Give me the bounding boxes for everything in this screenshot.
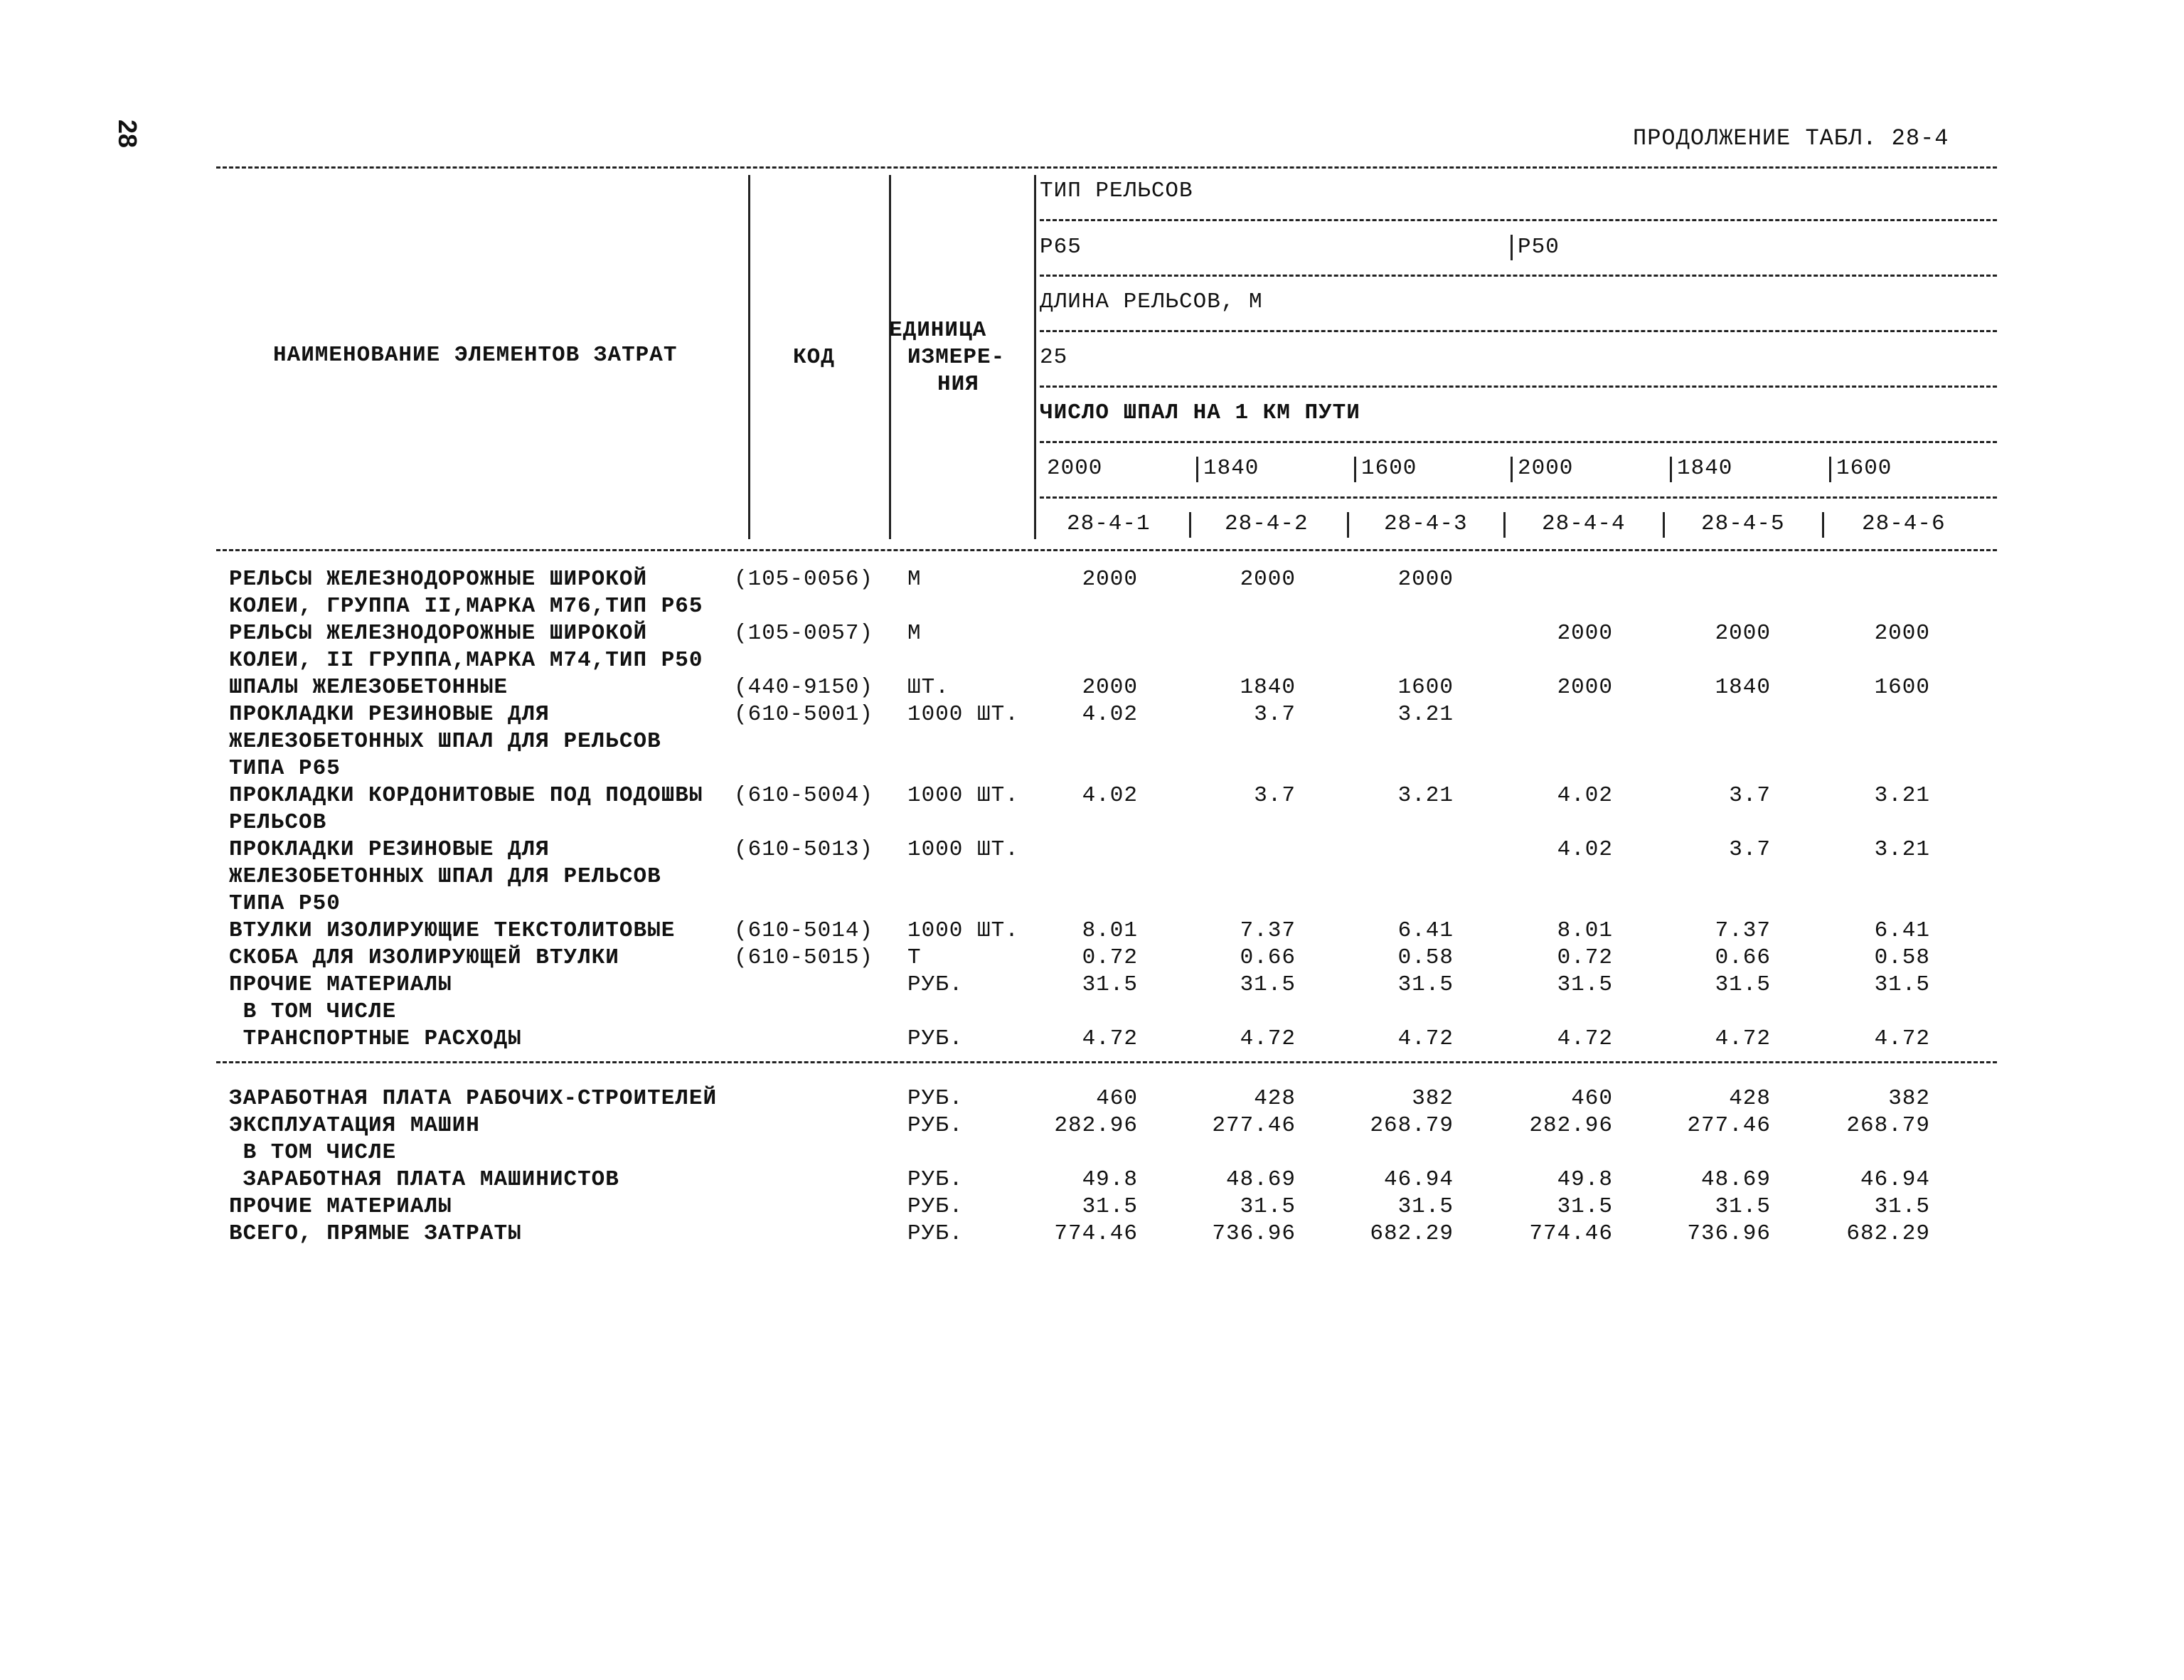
cost-item-name: КОЛЕИ, II ГРУППА,МАРКА М74,ТИП Р50: [229, 648, 703, 673]
cost-value: 277.46: [1212, 1113, 1296, 1138]
sleeper-count: 1840: [1677, 456, 1733, 481]
cost-item-unit: ШТ.: [907, 675, 949, 700]
cost-item-unit: РУБ.: [907, 1113, 964, 1138]
header-unit-1: ЕДИНИЦА: [889, 318, 987, 343]
cost-item-name: ПРОКЛАДКИ РЕЗИНОВЫЕ ДЛЯ: [229, 702, 550, 727]
header-name: НАИМЕНОВАНИЕ ЭЛЕМЕНТОВ ЗАТРАТ: [273, 343, 678, 368]
cost-value: 1600: [1874, 675, 1930, 700]
cost-value: 48.69: [1700, 1167, 1771, 1192]
cost-value: 8.01: [1557, 918, 1613, 943]
cost-item-unit: 1000 ШТ.: [907, 702, 1019, 727]
column-code: 28-4-6: [1862, 511, 1946, 536]
header-unit-3: НИЯ: [937, 372, 979, 397]
column-code: 28-4-5: [1701, 511, 1785, 536]
cost-value: 3.7: [1729, 837, 1771, 862]
page-number: 28: [113, 119, 142, 149]
cost-item-name: КОЛЕИ, ГРУППА II,МАРКА М76,ТИП Р65: [229, 594, 703, 619]
cost-item-unit: М: [907, 621, 922, 646]
cost-item-unit: РУБ.: [907, 1026, 964, 1051]
cost-value: 48.69: [1225, 1167, 1296, 1192]
cost-item-name: ПРОКЛАДКИ КОРДОНИТОВЫЕ ПОД ПОДОШВЫ: [229, 783, 703, 808]
sleeper-separator: [1829, 457, 1831, 482]
header-rule-5: [1040, 441, 1997, 443]
cost-value: 4.72: [1240, 1026, 1296, 1051]
header-rule-2: [1040, 275, 1997, 277]
cost-item-code: (105-0056): [734, 567, 874, 592]
cost-value: 277.46: [1687, 1113, 1771, 1138]
cost-value: 4.02: [1082, 702, 1138, 727]
cost-value: 282.96: [1529, 1113, 1613, 1138]
cost-value: 282.96: [1054, 1113, 1138, 1138]
separator-unit-values: [1034, 175, 1036, 539]
header-code: КОД: [793, 345, 835, 370]
cost-value: 460: [1096, 1086, 1138, 1111]
separator-name-code: [748, 175, 750, 539]
header-bottom-rule: [216, 549, 1997, 551]
cost-value: 0.72: [1082, 945, 1138, 970]
cost-item-name: РЕЛЬСЫ ЖЕЛЕЗНОДОРОЖНЫЕ ШИРОКОЙ: [229, 621, 648, 646]
cost-value: 2000: [1557, 621, 1613, 646]
cost-value: 4.72: [1874, 1026, 1930, 1051]
cost-value: 4.02: [1557, 837, 1613, 862]
cost-value: 736.96: [1212, 1221, 1296, 1246]
header-rail-p65: Р65: [1040, 235, 1082, 260]
cost-item-code: (440-9150): [734, 675, 874, 700]
cost-value: 4.72: [1082, 1026, 1138, 1051]
cost-item-name: ВСЕГО, ПРЯМЫЕ ЗАТРАТЫ: [229, 1221, 522, 1246]
cost-value: 4.72: [1557, 1026, 1613, 1051]
cost-value: 31.5: [1715, 1194, 1771, 1219]
cost-item-name: ЖЕЛЕЗОБЕТОННЫХ ШПАЛ ДЛЯ РЕЛЬСОВ: [229, 729, 661, 754]
cost-value: 3.21: [1397, 783, 1454, 808]
cost-value: 1840: [1240, 675, 1296, 700]
header-unit-2: ИЗМЕРЕ-: [907, 345, 1006, 370]
cost-value: 382: [1412, 1086, 1454, 1111]
cost-item-name: ПРОЧИЕ МАТЕРИАЛЫ: [229, 1194, 452, 1219]
cost-item-name: РЕЛЬСЫ ЖЕЛЕЗНОДОРОЖНЫЕ ШИРОКОЙ: [229, 567, 648, 592]
cost-value: 4.72: [1715, 1026, 1771, 1051]
table-continuation-title: ПРОДОЛЖЕНИЕ ТАБЛ. 28-4: [1633, 125, 1949, 151]
cost-value: 3.21: [1397, 702, 1454, 727]
cost-value: 682.29: [1370, 1221, 1454, 1246]
sleeper-separator: [1196, 457, 1198, 482]
cost-value: 460: [1571, 1086, 1613, 1111]
cost-item-name: ТРАНСПОРТНЫЕ РАСХОДЫ: [229, 1026, 522, 1051]
cost-value: 268.79: [1370, 1113, 1454, 1138]
sleeper-count: 1600: [1836, 456, 1892, 481]
cost-value: 31.5: [1397, 972, 1454, 997]
cost-value: 8.01: [1082, 918, 1138, 943]
cost-value: 3.21: [1874, 837, 1930, 862]
cost-value: 4.02: [1557, 783, 1613, 808]
cost-item-name: ЖЕЛЕЗОБЕТОННЫХ ШПАЛ ДЛЯ РЕЛЬСОВ: [229, 864, 661, 889]
cost-value: 2000: [1082, 675, 1138, 700]
cost-value: 2000: [1557, 675, 1613, 700]
cost-value: 31.5: [1397, 1194, 1454, 1219]
header-rail-type: ТИП РЕЛЬСОВ: [1040, 179, 1193, 203]
cost-item-name: ЗАРАБОТНАЯ ПЛАТА МАШИНИСТОВ: [229, 1167, 619, 1192]
cost-value: 6.41: [1397, 918, 1454, 943]
cost-item-name: ПРОЧИЕ МАТЕРИАЛЫ: [229, 972, 452, 997]
cost-value: 428: [1729, 1086, 1771, 1111]
header-sleepers: ЧИСЛО ШПАЛ НА 1 КМ ПУТИ: [1040, 400, 1360, 425]
cost-value: 774.46: [1529, 1221, 1613, 1246]
header-rule-1: [1040, 219, 1997, 221]
cost-item-name: ТИПА Р65: [229, 756, 341, 781]
cost-value: 31.5: [1557, 1194, 1613, 1219]
cost-value: 1840: [1715, 675, 1771, 700]
cost-value: 3.21: [1874, 783, 1930, 808]
cost-item-name: ЭКСПЛУАТАЦИЯ МАШИН: [229, 1113, 480, 1138]
sleeper-count: 2000: [1047, 456, 1103, 481]
cost-item-name: СКОБА ДЛЯ ИЗОЛИРУЮЩЕЙ ВТУЛКИ: [229, 945, 619, 970]
cost-value: 3.7: [1254, 702, 1296, 727]
cost-item-unit: Т: [907, 945, 922, 970]
cost-value: 46.94: [1383, 1167, 1454, 1192]
cost-value: 0.66: [1240, 945, 1296, 970]
sleeper-count: 2000: [1518, 456, 1574, 481]
cost-item-unit: М: [907, 567, 922, 592]
cost-value: 3.7: [1729, 783, 1771, 808]
cost-item-name: В ТОМ ЧИСЛЕ: [229, 1140, 397, 1165]
sleeper-count: 1840: [1203, 456, 1259, 481]
cost-value: 31.5: [1082, 972, 1138, 997]
cost-value: 49.8: [1082, 1167, 1138, 1192]
header-rule-4: [1040, 386, 1997, 388]
code-separator: [1663, 512, 1665, 538]
top-rule: [216, 166, 1997, 169]
separator-p50: [1511, 235, 1513, 260]
cost-item-unit: РУБ.: [907, 1167, 964, 1192]
cost-value: 774.46: [1054, 1221, 1138, 1246]
cost-item-unit: РУБ.: [907, 1221, 964, 1246]
cost-value: 3.7: [1254, 783, 1296, 808]
cost-value: 428: [1254, 1086, 1296, 1111]
cost-item-unit: РУБ.: [907, 972, 964, 997]
cost-value: 31.5: [1082, 1194, 1138, 1219]
cost-item-unit: 1000 ШТ.: [907, 918, 1019, 943]
header-rule-3: [1040, 330, 1997, 332]
cost-item-name: ШПАЛЫ ЖЕЛЕЗОБЕТОННЫЕ: [229, 675, 508, 700]
cost-value: 0.58: [1397, 945, 1454, 970]
cost-item-unit: РУБ.: [907, 1086, 964, 1111]
cost-item-code: (610-5004): [734, 783, 874, 808]
cost-value: 31.5: [1715, 972, 1771, 997]
cost-item-name: ЗАРАБОТНАЯ ПЛАТА РАБОЧИХ-СТРОИТЕЛЕЙ: [229, 1086, 718, 1111]
cost-value: 382: [1888, 1086, 1930, 1111]
header-rail-length: ДЛИНА РЕЛЬСОВ, М: [1040, 289, 1263, 314]
column-code: 28-4-2: [1225, 511, 1309, 536]
cost-item-unit: 1000 ШТ.: [907, 837, 1019, 862]
cost-value: 268.79: [1846, 1113, 1930, 1138]
cost-item-unit: РУБ.: [907, 1194, 964, 1219]
cost-value: 736.96: [1687, 1221, 1771, 1246]
header-rule-6: [1040, 496, 1997, 499]
cost-value: 4.02: [1082, 783, 1138, 808]
sleeper-separator: [1511, 457, 1513, 482]
separator-code-unit: [889, 175, 891, 539]
cost-value: 6.41: [1874, 918, 1930, 943]
cost-value: 1600: [1397, 675, 1454, 700]
column-code: 28-4-4: [1542, 511, 1626, 536]
cost-value: 46.94: [1860, 1167, 1930, 1192]
cost-value: 0.66: [1715, 945, 1771, 970]
cost-item-name: ВТУЛКИ ИЗОЛИРУЮЩИЕ ТЕКСТОЛИТОВЫЕ: [229, 918, 676, 943]
code-separator: [1503, 512, 1506, 538]
cost-value: 31.5: [1240, 1194, 1296, 1219]
column-code: 28-4-1: [1067, 511, 1151, 536]
cost-value: 31.5: [1874, 1194, 1930, 1219]
sleeper-separator: [1670, 457, 1672, 482]
cost-item-code: (610-5001): [734, 702, 874, 727]
cost-value: 31.5: [1557, 972, 1613, 997]
cost-item-name: РЕЛЬСОВ: [229, 810, 327, 835]
cost-value: 31.5: [1874, 972, 1930, 997]
cost-item-name: В ТОМ ЧИСЛЕ: [229, 999, 397, 1024]
cost-value: 2000: [1715, 621, 1771, 646]
cost-item-code: (105-0057): [734, 621, 874, 646]
cost-value: 0.58: [1874, 945, 1930, 970]
cost-item-unit: 1000 ШТ.: [907, 783, 1019, 808]
sleeper-separator: [1354, 457, 1356, 482]
cost-value: 2000: [1082, 567, 1138, 592]
cost-item-code: (610-5013): [734, 837, 874, 862]
cost-item-name: ТИПА Р50: [229, 891, 341, 916]
sleeper-count: 1600: [1361, 456, 1417, 481]
cost-value: 7.37: [1240, 918, 1296, 943]
cost-value: 4.72: [1397, 1026, 1454, 1051]
cost-item-name: ПРОКЛАДКИ РЕЗИНОВЫЕ ДЛЯ: [229, 837, 550, 862]
header-rail-p50: Р50: [1518, 235, 1560, 260]
code-separator: [1347, 512, 1349, 538]
cost-value: 0.72: [1557, 945, 1613, 970]
code-separator: [1189, 512, 1191, 538]
header-rail-length-value: 25: [1040, 345, 1068, 370]
cost-value: 2000: [1874, 621, 1930, 646]
cost-item-code: (610-5014): [734, 918, 874, 943]
cost-value: 31.5: [1240, 972, 1296, 997]
column-code: 28-4-3: [1384, 511, 1468, 536]
code-separator: [1822, 512, 1824, 538]
cost-value: 2000: [1240, 567, 1296, 592]
cost-value: 2000: [1397, 567, 1454, 592]
section-divider-rule: [216, 1061, 1997, 1063]
cost-value: 49.8: [1557, 1167, 1613, 1192]
cost-item-code: (610-5015): [734, 945, 874, 970]
cost-value: 7.37: [1715, 918, 1771, 943]
cost-value: 682.29: [1846, 1221, 1930, 1246]
